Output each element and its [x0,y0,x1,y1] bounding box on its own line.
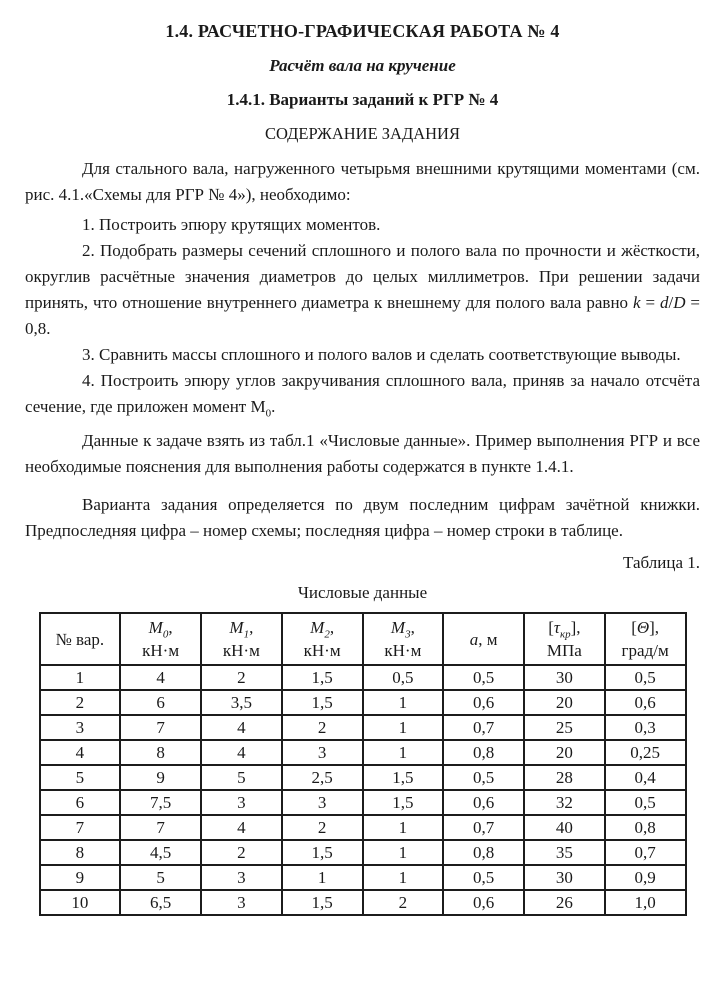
table-row [40,890,686,915]
table-header [40,613,686,665]
table-row [40,815,686,840]
header-cell: $M_2$, кН·м [282,613,363,665]
table-cell: 7 [120,715,201,740]
header-cell: $M_0$, кН·м [120,613,201,665]
table-cell: 0,8 [605,815,686,840]
table-cell: 8 [120,740,201,765]
table-cell: 25 [524,715,605,740]
table-cell: 4,5 [120,840,201,865]
table-cell: 0,7 [443,815,524,840]
table-cell: 0,8 [443,740,524,765]
section-heading: 1.4.1. Варианты заданий к РГР № 4 [226,90,499,109]
table-cell: 3 [40,715,121,740]
table-cell: 0,6 [443,790,524,815]
table-cell: 32 [524,790,605,815]
table-row [40,715,686,740]
table-cell: 0,5 [443,865,524,890]
table-cell: 7 [120,815,201,840]
table-cell: 1,5 [363,765,444,790]
table-cell: 1,5 [282,690,363,715]
table-cell: 4 [201,715,282,740]
table-row [40,690,686,715]
data-source-paragraph: Данные к задаче взять из табл.1 «Числовые данные». Пример выполнения РГР и все необходимые пояснения для выполнения работы содержатся в пункте 1.4.1. [25,431,700,476]
page-subtitle: Расчёт вала на кручение [269,56,456,75]
table-cell: 10 [40,890,121,915]
table-cell: 0,4 [605,765,686,790]
table-cell: 3 [201,890,282,915]
table-cell: 8 [40,840,121,865]
table-cell: 3 [282,740,363,765]
header-cell: $M_3$, кН·м [363,613,444,665]
table-cell: 40 [524,815,605,840]
table-cell: 3 [201,865,282,890]
table-cell: 1 [363,815,444,840]
table-header-row [40,613,686,665]
table-row [40,865,686,890]
table-cell: 9 [40,865,121,890]
header-cell: [Θ], град/м [605,613,686,665]
table-cell: 0,25 [605,740,686,765]
table-row [40,840,686,865]
table-cell: 4 [120,665,201,690]
table-cell: 20 [524,690,605,715]
table-cell: 2 [201,840,282,865]
task-item-4: 4. Построить эпюру углов закручивания сплошного вала, приняв за начало отсчёта сечение, где приложен момент $М_0$. [25,371,700,420]
table-cell: 3 [282,790,363,815]
table-cell: 5 [120,865,201,890]
page-title: 1.4. РАСЧЕТНО-ГРАФИЧЕСКАЯ РАБОТА № 4 [165,21,560,41]
table-cell: 9 [120,765,201,790]
table-cell: 6 [40,790,121,815]
table-cell: 0,6 [443,690,524,715]
task-item-1: 1. Построить эпюру крутящих моментов. [82,215,381,234]
table-cell: 0,7 [605,840,686,865]
table-cell: 1,0 [605,890,686,915]
table-cell: 2 [282,715,363,740]
table-cell: 26 [524,890,605,915]
table-row [40,665,686,690]
header-cell: $[\tau_{кр}]$, МПа [524,613,605,665]
table-cell: 4 [40,740,121,765]
table-cell: 2 [363,890,444,915]
intro-paragraph: Для стального вала, нагруженного четырьмя внешними крутящими моментами (см. рис. 4.1.«Схемы для РГР № 4»), необходимо: [25,159,700,204]
header-cell: № вар. [40,613,121,665]
task-contents-heading: СОДЕРЖАНИЕ ЗАДАНИЯ [265,124,460,143]
variant-rule-paragraph: Варианта задания определяется по двум последним цифрам зачётной книжки. Предпоследняя цифра – номер схемы; последняя цифра – номер строки в таблице. [25,495,700,540]
table-cell: 0,5 [605,790,686,815]
table-cell: 3,5 [201,690,282,715]
table-cell: 1 [363,740,444,765]
table-cell: 20 [524,740,605,765]
table-cell: 1 [282,865,363,890]
table-cell: 0,9 [605,865,686,890]
table-cell: 0,8 [443,840,524,865]
table-cell: 6 [120,690,201,715]
table-cell: 7 [40,815,121,840]
table-cell: 28 [524,765,605,790]
table-cell: 2,5 [282,765,363,790]
table-cell: 5 [40,765,121,790]
table-cell: 1 [363,715,444,740]
table-row [40,765,686,790]
table-cell: 4 [201,815,282,840]
table-caption: Таблица 1. [623,553,700,572]
table-cell: 0,5 [363,665,444,690]
table-cell: 1,5 [282,840,363,865]
table-cell: 2 [201,665,282,690]
table-cell: 1,5 [282,665,363,690]
table-cell: 4 [201,740,282,765]
table-row [40,790,686,815]
table-cell: 6,5 [120,890,201,915]
table-cell: 1 [40,665,121,690]
table-cell: 0,3 [605,715,686,740]
table-cell: 1,5 [363,790,444,815]
table-cell: 1 [363,840,444,865]
header-cell: $M_1$, кН·м [201,613,282,665]
task-item-2: 2. Подобрать размеры сечений сплошного и полого вала по прочности и жёсткости, округлив расчётные значения диаметров до целых миллиметров. При решении задачи принять, что отношение внутреннего диаметра к внешнему для полого вала равно k = d/D = 0,8. [25,241,700,338]
table-cell: 0,7 [443,715,524,740]
table-cell: 30 [524,865,605,890]
table-cell: 7,5 [120,790,201,815]
table-title: Числовые данные [297,583,428,602]
table-cell: 1 [363,690,444,715]
header-cell: a, м [443,613,524,665]
table-cell: 2 [40,690,121,715]
table-cell: 0,5 [443,765,524,790]
table-cell: 0,5 [443,665,524,690]
table-cell: 0,5 [605,665,686,690]
table-row [40,740,686,765]
table-body [40,665,686,915]
table-cell: 0,6 [443,890,524,915]
table-cell: 5 [201,765,282,790]
table-cell: 1,5 [282,890,363,915]
numeric-data-table [39,612,687,916]
task-item-3: 3. Сравнить массы сплошного и полого валов и сделать соответствующие выводы. [82,345,681,364]
table-cell: 3 [201,790,282,815]
table-cell: 0,6 [605,690,686,715]
table-cell: 30 [524,665,605,690]
table-cell: 2 [282,815,363,840]
table-cell: 1 [363,865,444,890]
table-cell: 35 [524,840,605,865]
